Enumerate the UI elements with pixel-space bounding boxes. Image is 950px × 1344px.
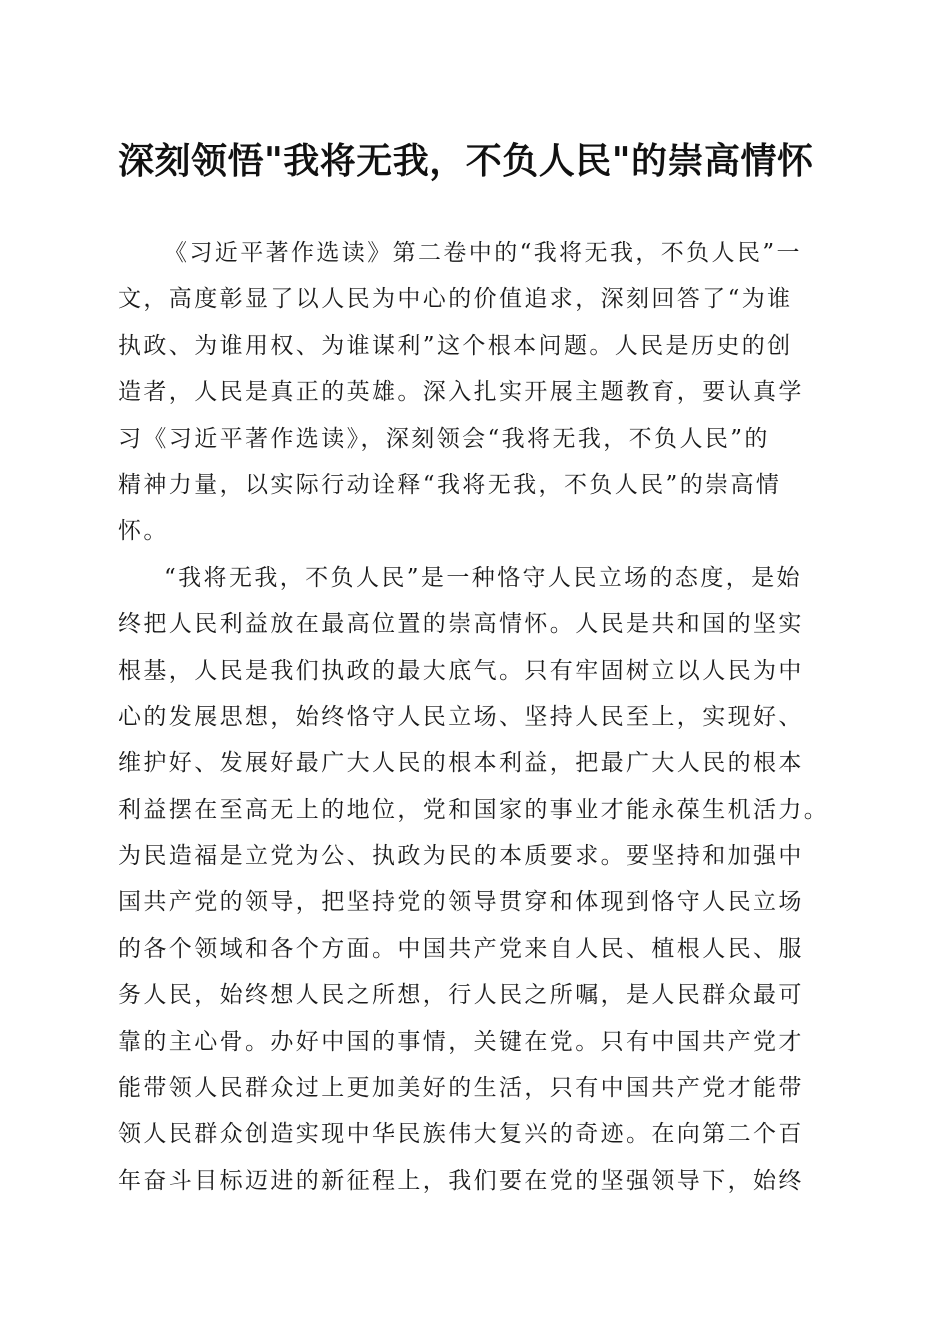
text-line: 靠的主心骨。办好中国的事情，关键在党。只有中国共产党才: [118, 1028, 804, 1055]
text-line: 《习近平著作选读》第二卷中的“我将无我，不负人民”一: [164, 240, 802, 266]
text-line: 年奋斗目标迈进的新征程上，我们要在党的坚强领导下，始终: [118, 1167, 804, 1194]
text-line: 的各个领域和各个方面。中国共产党来自人民、植根人民、服: [118, 935, 804, 962]
text-line: 习《习近平著作选读》，深刻领会“我将无我，不负人民”的: [118, 425, 770, 452]
document-body: [118, 230, 838, 1204]
text-line: 心的发展思想，始终恪守人民立场、坚持人民至上，实现好、: [118, 703, 804, 730]
text-line: 执政、为谁用权、为谁谋利”这个根本问题。人民是历史的创: [118, 332, 793, 359]
document-title: 深刻领悟"我将无我，不负人民"的崇高情怀: [118, 140, 814, 182]
text-line: “我将无我，不负人民”是一种恪守人民立场的态度，是始: [164, 564, 802, 591]
text-line: 根基，人民是我们执政的最大底气。只有牢固树立以人民为中: [118, 657, 804, 684]
text-line: 能带领人民群众过上更加美好的生活，只有中国共产党才能带: [118, 1075, 804, 1102]
text-line: 造者，人民是真正的英雄。深入扎实开展主题教育，要认真学: [118, 379, 804, 406]
text-line: 务人民，始终想人民之所想，行人民之所嘱，是人民群众最可: [118, 982, 804, 1009]
text-line: 文，高度彰显了以人民为中心的价值追求，深刻回答了“为谁: [118, 286, 793, 313]
text-line: 领人民群众创造实现中华民族伟大复兴的奇迹。在向第二个百: [118, 1121, 804, 1148]
text-line: 利益摆在至高无上的地位，党和国家的事业才能永葆生机活力。: [118, 796, 830, 823]
text-line: 怀。: [118, 518, 169, 545]
text-line: 国共产党的领导，把坚持党的领导贯穿和体现到恪守人民立场: [118, 889, 804, 916]
paragraph-2: [118, 555, 838, 1204]
text-line: 维护好、发展好最广大人民的根本利益，把最广大人民的根本: [118, 750, 804, 777]
paragraph-1: [118, 230, 838, 555]
text-line: 终把人民利益放在最高位置的崇高情怀。人民是共和国的坚实: [118, 611, 804, 638]
text-line: 为民造福是立党为公、执政为民的本质要求。要坚持和加强中: [118, 843, 804, 870]
text-line: 精神力量，以实际行动诠释“我将无我，不负人民”的崇高情: [118, 471, 782, 498]
